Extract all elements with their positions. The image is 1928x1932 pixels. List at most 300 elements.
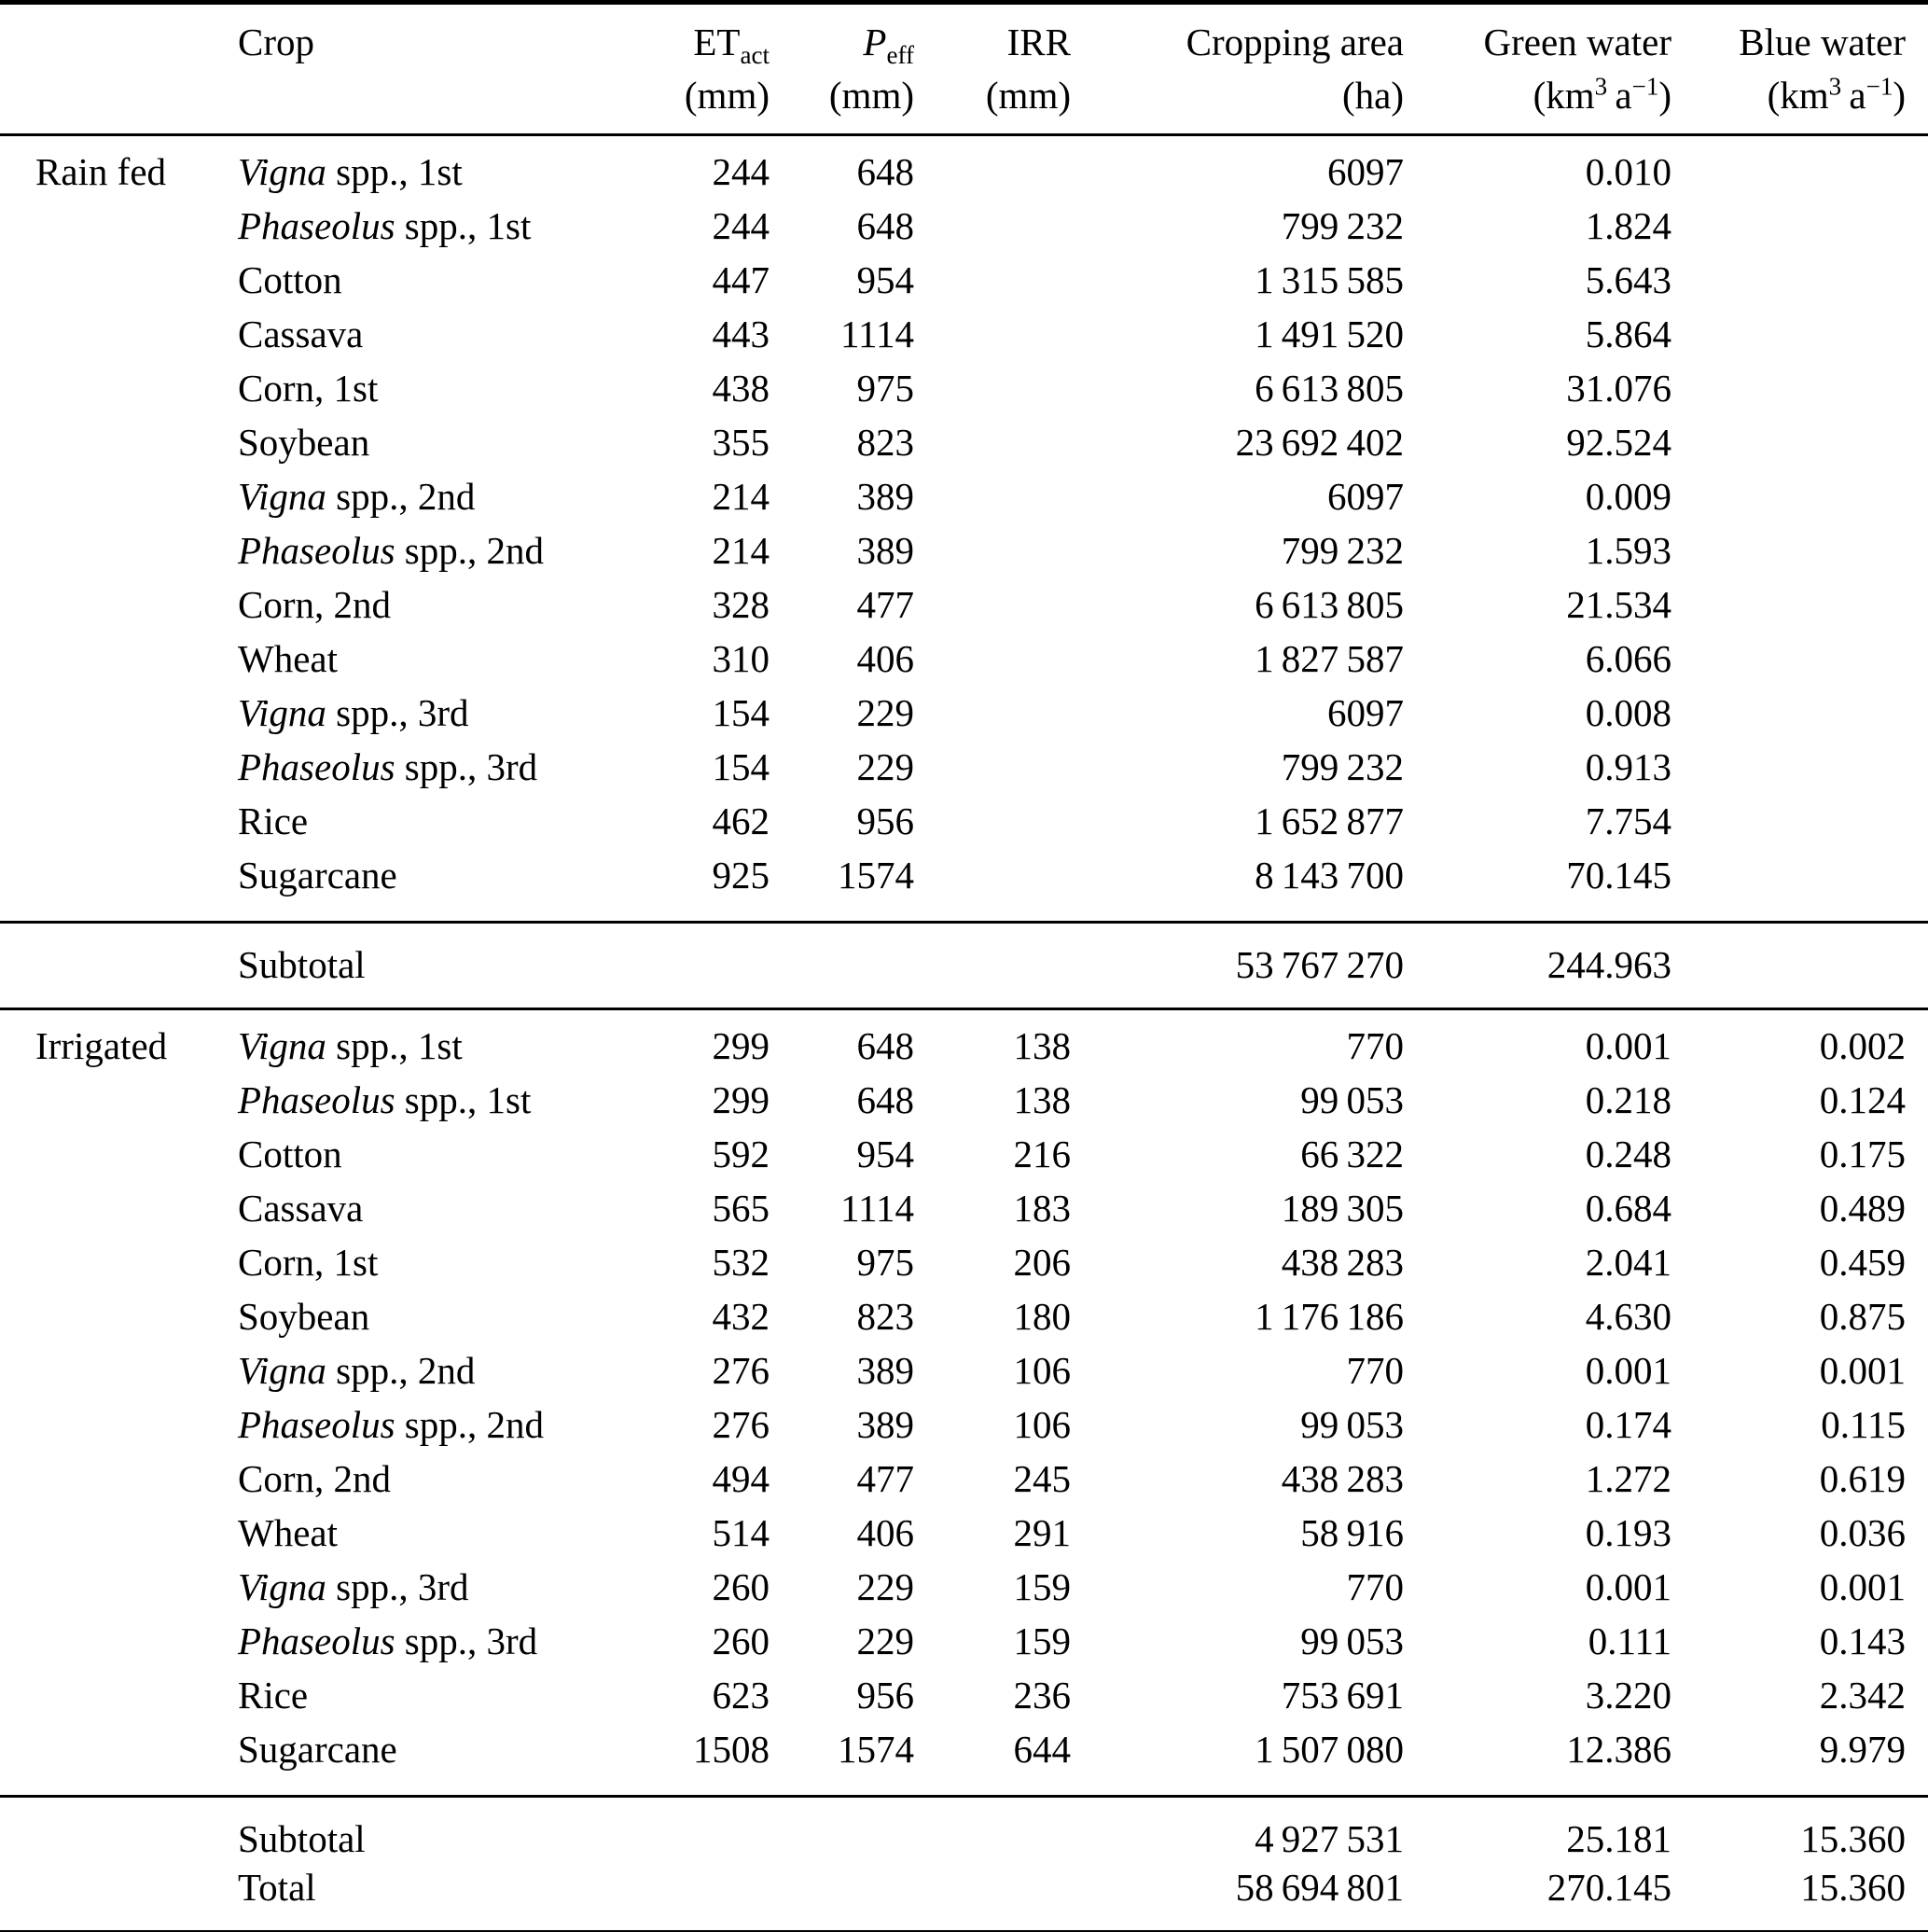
table-row <box>0 1668 1928 1722</box>
crop-name-segment: Wheat <box>238 637 338 680</box>
crop-genus-italic: Vigna <box>238 1024 326 1067</box>
section-label <box>0 577 238 632</box>
cell-blue <box>1676 307 1928 361</box>
cell-area: 438 283 <box>1281 1457 1404 1500</box>
cell-blue: 0.143 <box>1819 1619 1906 1662</box>
cell-area: 6097 <box>1327 691 1404 734</box>
section-label <box>0 1289 238 1343</box>
col-header-etact-label <box>602 16 770 69</box>
cell-blue <box>1676 523 1928 577</box>
cell-peff: 1574 <box>838 1728 914 1771</box>
crop-name-segment: spp., 3rd <box>395 745 538 788</box>
crop-name-segment: Sugarcane <box>238 854 397 897</box>
cell-crop <box>238 135 602 200</box>
cell-blue: 0.115 <box>1821 1403 1906 1446</box>
peff-main: P <box>863 21 887 63</box>
section-label <box>0 1181 238 1235</box>
cell-et: 244 <box>712 150 770 193</box>
subtotal-row <box>0 923 1928 1009</box>
crop-name-segment: Rice <box>238 799 309 842</box>
crop-name-segment: Corn, 1st <box>238 1241 379 1284</box>
cell-peff: 1574 <box>838 854 914 897</box>
crop-name-segment: Cotton <box>238 258 342 301</box>
crop-name-segment: Cotton <box>238 1133 342 1175</box>
cell-et: 299 <box>712 1078 770 1121</box>
cell-group <box>0 1797 238 1864</box>
cell-blue: 0.036 <box>1819 1511 1906 1554</box>
cell-et: 154 <box>712 745 770 788</box>
table-row <box>0 1181 1928 1235</box>
crop-genus-italic: Phaseolus <box>238 1619 395 1662</box>
crop-genus-italic: Vigna <box>238 150 326 193</box>
cell-green: 0.193 <box>1585 1511 1671 1554</box>
section-label <box>0 794 238 848</box>
col-header-area <box>1075 3 1408 135</box>
cell-et: 1508 <box>693 1728 770 1771</box>
etact-main: ET <box>693 21 741 63</box>
cell-et: 462 <box>712 799 770 842</box>
irrigated-section <box>0 1009 1928 1797</box>
total-row <box>0 1863 1928 1932</box>
cell-crop <box>238 794 602 848</box>
table-row <box>0 135 1928 200</box>
crop-name-segment: Corn, 2nd <box>238 1457 391 1500</box>
col-header-etact-unit: (mm) <box>684 74 770 117</box>
cell-area: 770 <box>1346 1024 1404 1067</box>
section-label <box>0 199 238 253</box>
cell-irr <box>919 740 1075 794</box>
table-row <box>0 1235 1928 1289</box>
cell-peff: 1114 <box>840 1187 914 1230</box>
table-row <box>0 1506 1928 1560</box>
cell-area: 99 053 <box>1300 1403 1404 1446</box>
cell-area: 1 315 585 <box>1255 258 1404 301</box>
crop-name-segment: Cassava <box>238 313 364 355</box>
cell-peff: 648 <box>856 1024 914 1067</box>
cell-irr <box>919 469 1075 523</box>
crop-name-segment: Rice <box>238 1674 309 1717</box>
col-header-crop <box>238 3 602 135</box>
crop-name-segment: Soybean <box>238 1295 370 1338</box>
cell-green: 5.864 <box>1585 313 1671 355</box>
cell-irr <box>919 415 1075 469</box>
peff-subscript: eff <box>886 41 914 70</box>
cell-blue: 0.459 <box>1819 1241 1906 1284</box>
crop-name-segment: Corn, 2nd <box>238 583 391 626</box>
cell-green: 0.009 <box>1585 475 1671 518</box>
table-row <box>0 848 1928 923</box>
cell-green: 0.010 <box>1585 150 1671 193</box>
cell-peff: 975 <box>856 1241 914 1284</box>
table-row <box>0 632 1928 686</box>
cell-area: 1 507 080 <box>1255 1728 1404 1771</box>
cell-crop <box>238 740 602 794</box>
cell-peff: 648 <box>856 204 914 247</box>
crop-name-segment: spp., 2nd <box>326 475 476 518</box>
crop-name-segment: Cassava <box>238 1187 364 1230</box>
unit-cubed: 3 <box>1594 72 1608 101</box>
crop-genus-italic: Phaseolus <box>238 745 395 788</box>
cell-et: 299 <box>712 1024 770 1067</box>
cell-green: 92.524 <box>1566 421 1671 464</box>
cell-et: 565 <box>712 1187 770 1230</box>
cell-irr: 180 <box>1013 1295 1071 1338</box>
cell-crop <box>238 1343 602 1397</box>
cell-et <box>602 1797 774 1864</box>
cell-green: 270.145 <box>1547 1866 1671 1909</box>
cell-et: 514 <box>712 1511 770 1554</box>
cell-blue <box>1676 577 1928 632</box>
section-label <box>0 469 238 523</box>
col-header-irr-unit: (mm) <box>985 74 1071 117</box>
cell-et: 154 <box>712 691 770 734</box>
cell-blue: 0.619 <box>1819 1457 1906 1500</box>
section-label <box>0 1722 238 1797</box>
table-row <box>0 740 1928 794</box>
crop-name-segment: spp., 3rd <box>326 1565 469 1608</box>
cell-area: 1 652 877 <box>1255 799 1404 842</box>
col-header-area-unit: (ha) <box>1341 74 1404 117</box>
cell-green: 1.272 <box>1585 1457 1671 1500</box>
cell-green: 0.913 <box>1585 745 1671 788</box>
cell-et: 623 <box>712 1674 770 1717</box>
cell-peff: 975 <box>856 367 914 410</box>
cell-peff: 229 <box>856 1619 914 1662</box>
cell-area: 770 <box>1346 1565 1404 1608</box>
cell-area: 189 305 <box>1281 1187 1404 1230</box>
cell-green: 4.630 <box>1585 1295 1671 1338</box>
table-row <box>0 1289 1928 1343</box>
cell-green: 0.174 <box>1585 1403 1671 1446</box>
table-row <box>0 1560 1928 1614</box>
section-label <box>0 361 238 415</box>
section-label <box>0 1073 238 1127</box>
summary-label: Subtotal <box>238 943 366 986</box>
cell-area: 99 053 <box>1300 1078 1404 1121</box>
cell-peff <box>774 1797 919 1864</box>
table-row <box>0 577 1928 632</box>
cell-blue <box>1676 848 1928 923</box>
crop-name-segment: spp., 1st <box>395 1078 532 1121</box>
cell-irr: 644 <box>1013 1728 1071 1771</box>
unit-per-annum: −1 <box>1866 72 1893 101</box>
table-row <box>0 361 1928 415</box>
irrigated-summary <box>0 1797 1928 1932</box>
cell-et: 276 <box>712 1403 770 1446</box>
cell-irr: 138 <box>1013 1024 1071 1067</box>
cell-area: 23 692 402 <box>1235 421 1404 464</box>
cell-area: 58 916 <box>1300 1511 1404 1554</box>
cell-irr: 206 <box>1013 1241 1071 1284</box>
cell-area: 6097 <box>1327 475 1404 518</box>
section-label <box>0 632 238 686</box>
unit-close-paren: ) <box>1658 74 1671 117</box>
rainfed-section <box>0 135 1928 923</box>
cell-irr <box>919 199 1075 253</box>
table-row <box>0 794 1928 848</box>
cell-peff: 956 <box>856 799 914 842</box>
cell-area: 58 694 801 <box>1235 1866 1404 1909</box>
crop-name-segment: spp., 1st <box>326 150 463 193</box>
cell-green: 2.041 <box>1585 1241 1671 1284</box>
section-label <box>0 1397 238 1452</box>
summary-label: Subtotal <box>238 1817 366 1860</box>
cell-peff: 477 <box>856 1457 914 1500</box>
cell-et: 310 <box>712 637 770 680</box>
cell-crop <box>238 1722 602 1797</box>
cell-crop <box>238 1614 602 1668</box>
unit-close-paren: ) <box>1893 74 1906 117</box>
subtotal-row <box>0 1797 1928 1864</box>
col-header-irr <box>919 3 1075 135</box>
cell-peff: 406 <box>856 637 914 680</box>
col-header-area-label: Cropping area <box>1186 21 1404 63</box>
cell-irr: 159 <box>1013 1565 1071 1608</box>
crop-genus-italic: Vigna <box>238 475 326 518</box>
cell-group <box>0 1863 238 1932</box>
cell-area: 438 283 <box>1281 1241 1404 1284</box>
col-header-group <box>0 3 238 135</box>
section-label <box>0 848 238 923</box>
cell-irr <box>919 253 1075 307</box>
cell-peff: 648 <box>856 1078 914 1121</box>
cell-irr <box>919 848 1075 923</box>
cell-peff <box>774 1863 919 1932</box>
cell-et: 432 <box>712 1295 770 1338</box>
cell-peff: 389 <box>856 529 914 572</box>
crop-genus-italic: Vigna <box>238 1349 326 1392</box>
cell-blue <box>1676 923 1928 1009</box>
crop-genus-italic: Vigna <box>238 1565 326 1608</box>
crop-name-segment: spp., 2nd <box>326 1349 476 1392</box>
section-label <box>0 1560 238 1614</box>
cell-et: 592 <box>712 1133 770 1175</box>
cell-crop <box>238 1560 602 1614</box>
cell-peff: 229 <box>856 745 914 788</box>
header-row <box>0 3 1928 135</box>
cell-green: 0.684 <box>1585 1187 1671 1230</box>
col-header-etact <box>602 3 774 135</box>
cell-et: 276 <box>712 1349 770 1392</box>
cell-green: 1.593 <box>1585 529 1671 572</box>
cell-area: 4 927 531 <box>1255 1817 1404 1860</box>
col-header-green-label: Green water <box>1483 21 1671 63</box>
cell-irr <box>919 135 1075 200</box>
cell-peff: 477 <box>856 583 914 626</box>
col-header-blue-unit <box>1676 69 1906 122</box>
cell-blue: 0.175 <box>1819 1133 1906 1175</box>
cell-crop <box>238 1235 602 1289</box>
cell-crop <box>238 1506 602 1560</box>
cell-area: 6 613 805 <box>1255 367 1404 410</box>
section-label <box>0 1235 238 1289</box>
crop-name-segment: spp., 3rd <box>326 691 469 734</box>
rainfed-summary <box>0 923 1928 1009</box>
cell-irr <box>919 632 1075 686</box>
cell-irr: 245 <box>1013 1457 1071 1500</box>
cell-irr: 236 <box>1013 1674 1071 1717</box>
cell-blue <box>1676 199 1928 253</box>
cell-blue: 0.001 <box>1819 1565 1906 1608</box>
cell-green: 0.001 <box>1585 1349 1671 1392</box>
cell-green: 3.220 <box>1585 1674 1671 1717</box>
table-row <box>0 1127 1928 1181</box>
section-label <box>0 1614 238 1668</box>
cell-blue: 15.360 <box>1800 1866 1906 1909</box>
cell-crop <box>238 1181 602 1235</box>
table-row <box>0 1614 1928 1668</box>
table-row <box>0 1073 1928 1127</box>
unit-km: (km <box>1533 74 1595 117</box>
cell-green: 5.643 <box>1585 258 1671 301</box>
cell-irr <box>919 361 1075 415</box>
cell-peff: 389 <box>856 475 914 518</box>
cell-crop <box>238 848 602 923</box>
crop-name-segment: spp., 3rd <box>395 1619 538 1662</box>
section-label <box>0 307 238 361</box>
cell-area: 1 491 520 <box>1255 313 1404 355</box>
table-row <box>0 523 1928 577</box>
cell-area: 99 053 <box>1300 1619 1404 1662</box>
table-row <box>0 1343 1928 1397</box>
cell-crop <box>238 1289 602 1343</box>
cell-peff: 823 <box>856 1295 914 1338</box>
crop-name-segment: spp., 1st <box>326 1024 463 1067</box>
unit-km: (km <box>1767 74 1829 117</box>
cell-crop <box>238 1127 602 1181</box>
cell-green: 0.008 <box>1585 691 1671 734</box>
cell-blue <box>1676 361 1928 415</box>
cell-et: 494 <box>712 1457 770 1500</box>
cell-blue: 0.875 <box>1819 1295 1906 1338</box>
cell-peff: 229 <box>856 691 914 734</box>
cell-area: 66 322 <box>1300 1133 1404 1175</box>
table-row <box>0 199 1928 253</box>
cell-area: 1 176 186 <box>1255 1295 1404 1338</box>
section-label: Irrigated <box>35 1024 168 1067</box>
cell-area: 799 232 <box>1281 204 1404 247</box>
cell-et: 244 <box>712 204 770 247</box>
table-row <box>0 1397 1928 1452</box>
cell-irr: 216 <box>1013 1133 1071 1175</box>
cell-peff <box>774 923 919 1009</box>
cell-et: 214 <box>712 475 770 518</box>
section-label <box>0 1343 238 1397</box>
cell-blue: 15.360 <box>1800 1817 1906 1860</box>
crop-genus-italic: Vigna <box>238 691 326 734</box>
cell-blue <box>1676 794 1928 848</box>
cell-peff: 1114 <box>840 313 914 355</box>
cell-area: 53 767 270 <box>1235 943 1404 986</box>
section-label <box>0 253 238 307</box>
crop-genus-italic: Phaseolus <box>238 204 395 247</box>
col-header-crop-label: Crop <box>238 21 314 63</box>
cell-blue: 9.979 <box>1819 1728 1906 1771</box>
cell-et: 443 <box>712 313 770 355</box>
cell-green: 0.248 <box>1585 1133 1671 1175</box>
table-header <box>0 3 1928 135</box>
cell-irr: 183 <box>1013 1187 1071 1230</box>
cell-blue <box>1676 253 1928 307</box>
cell-area: 6097 <box>1327 150 1404 193</box>
cell-peff: 389 <box>856 1403 914 1446</box>
cell-area: 6 613 805 <box>1255 583 1404 626</box>
cell-irr: 138 <box>1013 1078 1071 1121</box>
crop-name-segment: Corn, 1st <box>238 367 379 410</box>
cell-green: 12.386 <box>1566 1728 1671 1771</box>
cell-blue <box>1676 135 1928 200</box>
etact-subscript: act <box>740 41 770 70</box>
cell-blue <box>1676 740 1928 794</box>
cell-blue <box>1676 686 1928 740</box>
crop-genus-italic: Phaseolus <box>238 529 395 572</box>
table-row <box>0 415 1928 469</box>
cell-crop <box>238 1073 602 1127</box>
cell-blue: 0.489 <box>1819 1187 1906 1230</box>
cell-et: 447 <box>712 258 770 301</box>
cell-et: 355 <box>712 421 770 464</box>
cell-green: 0.001 <box>1585 1024 1671 1067</box>
cell-green: 0.111 <box>1588 1619 1671 1662</box>
cell-crop <box>238 632 602 686</box>
cell-area: 770 <box>1346 1349 1404 1392</box>
cell-area: 753 691 <box>1281 1674 1404 1717</box>
cell-irr: 291 <box>1013 1511 1071 1554</box>
cell-et: 328 <box>712 583 770 626</box>
crop-name-segment: Soybean <box>238 421 370 464</box>
section-label <box>0 1668 238 1722</box>
col-header-green-unit <box>1408 69 1671 122</box>
table-row <box>0 307 1928 361</box>
section-label <box>0 415 238 469</box>
crop-name-segment: spp., 2nd <box>395 1403 545 1446</box>
unit-per-annum: −1 <box>1631 72 1659 101</box>
cell-crop <box>238 686 602 740</box>
summary-label: Total <box>238 1866 316 1909</box>
cell-peff: 956 <box>856 1674 914 1717</box>
col-header-blue-water <box>1676 3 1928 135</box>
col-header-peff-label <box>774 16 914 69</box>
cell-peff: 389 <box>856 1349 914 1392</box>
cell-crop <box>238 361 602 415</box>
cell-et: 214 <box>712 529 770 572</box>
unit-cubed: 3 <box>1828 72 1842 101</box>
col-header-irr-label: IRR <box>1006 21 1071 63</box>
cell-crop <box>238 469 602 523</box>
cell-blue: 0.001 <box>1819 1349 1906 1392</box>
cell-irr: 106 <box>1013 1403 1071 1446</box>
crop-name-segment: Sugarcane <box>238 1728 397 1771</box>
cell-green: 7.754 <box>1585 799 1671 842</box>
cell-crop <box>238 1668 602 1722</box>
cell-peff: 823 <box>856 421 914 464</box>
cell-peff: 229 <box>856 1565 914 1608</box>
cell-et <box>602 1863 774 1932</box>
cell-blue <box>1676 632 1928 686</box>
cell-et: 925 <box>712 854 770 897</box>
cell-group <box>0 923 238 1009</box>
section-label <box>0 686 238 740</box>
table-row <box>0 253 1928 307</box>
cell-green: 0.001 <box>1585 1565 1671 1608</box>
cell-blue: 2.342 <box>1819 1674 1906 1717</box>
cell-crop <box>238 577 602 632</box>
table-row <box>0 1452 1928 1506</box>
cell-green: 6.066 <box>1585 637 1671 680</box>
cell-blue <box>1676 469 1928 523</box>
cell-area: 799 232 <box>1281 529 1404 572</box>
cell-blue: 0.124 <box>1819 1078 1906 1121</box>
